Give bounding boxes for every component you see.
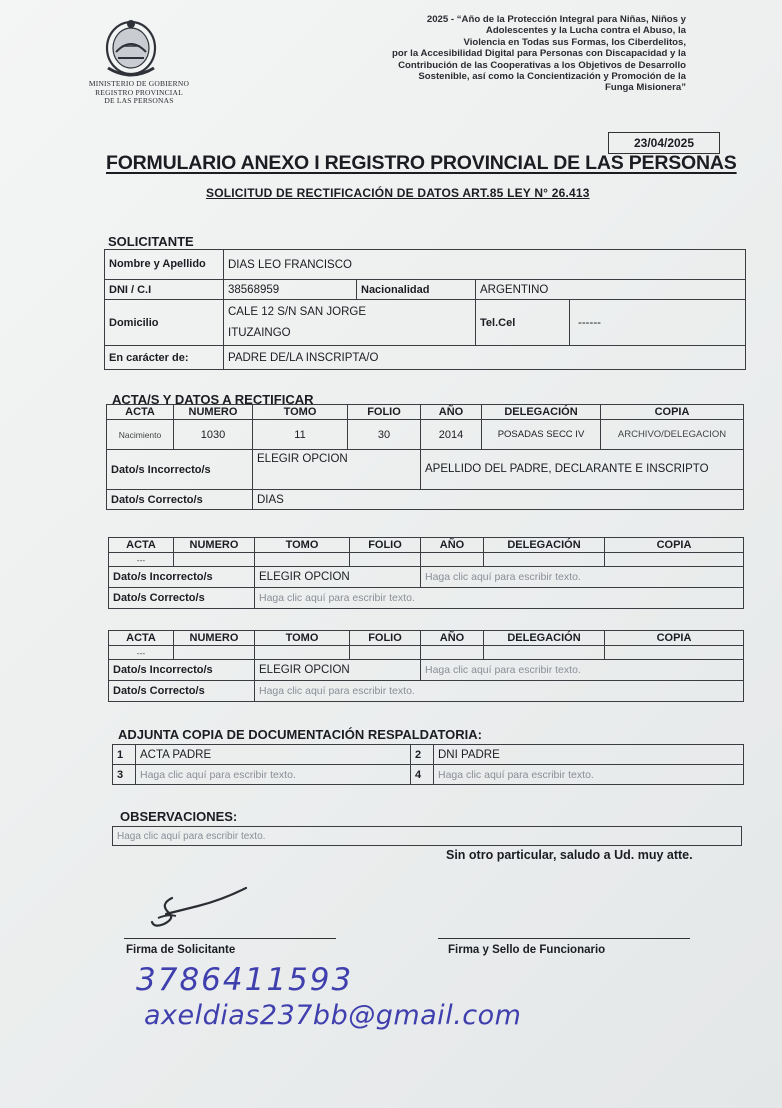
firma-solicitante-label: Firma de Solicitante (126, 944, 236, 956)
acta-table-1 (106, 404, 744, 510)
signature-icon (142, 884, 252, 940)
col-copia: COPIA (605, 538, 744, 553)
adjunta-number: 2 (411, 745, 434, 765)
col-numero: NUMERO (174, 405, 253, 420)
correct-field[interactable]: Haga clic aquí para escribir texto. (255, 681, 744, 702)
folio-field[interactable]: 30 (348, 420, 421, 450)
folio-field[interactable] (350, 553, 421, 567)
nombre-field[interactable]: DIAS LEO FRANCISCO (224, 250, 746, 280)
acta-table-2 (108, 537, 744, 609)
acta-table-3 (108, 630, 744, 702)
anio-field[interactable] (421, 646, 484, 660)
correct-label: Dato/s Correcto/s (107, 490, 253, 510)
section-observaciones: OBSERVACIONES: (120, 809, 238, 824)
col-anio: AÑO (421, 538, 484, 553)
dni-field[interactable]: 38568959 (224, 280, 357, 300)
adjunta-item-1[interactable]: ACTA PADRE (136, 745, 411, 765)
incorrect-label: Dato/s Incorrecto/s (109, 567, 255, 588)
adjunta-number: 1 (113, 745, 136, 765)
section-adjunta: ADJUNTA COPIA DE DOCUMENTACIÓN RESPALDATORIA: (118, 727, 482, 742)
tomo-field[interactable] (255, 553, 350, 567)
folio-field[interactable] (350, 646, 421, 660)
col-tomo: TOMO (255, 538, 350, 553)
nombre-label: Nombre y Apellido (105, 250, 224, 280)
adjunta-number: 3 (113, 765, 136, 785)
incorrect-label: Dato/s Incorrecto/s (109, 660, 255, 681)
year-motto: 2025 - “Año de la Protección Integral para Niñas, Niños y Adolescentes y la Lucha contra el Abuso, la Violencia en Todas sus Formas, los Ciberdelitos, por la Accesibilidad Digital para Personas con Discapacidad y la Contribución de las Cooperativas a los Objetivos de Desarrollo Sostenible, así como la Concientización y Promoción de la Funga Misionera” (392, 14, 686, 94)
date-field[interactable]: 23/04/2025 (608, 132, 720, 154)
nacionalidad-field[interactable]: ARGENTINO (476, 280, 746, 300)
domicilio-field[interactable]: CALE 12 S/N SAN JORGE ITUZAINGO (224, 300, 476, 346)
adjunta-table (112, 744, 744, 785)
col-numero: NUMERO (174, 631, 255, 646)
form-subtitle: SOLICITUD DE RECTIFICACIÓN DE DATOS ART.85 LEY N° 26.413 (206, 186, 590, 200)
observaciones-table (112, 826, 742, 846)
incorrect-option-select[interactable]: ELEGIR OPCION (255, 660, 421, 681)
numero-field[interactable]: 1030 (174, 420, 253, 450)
col-folio: FOLIO (350, 538, 421, 553)
col-anio: AÑO (421, 631, 484, 646)
delegacion-field[interactable]: POSADAS SECC IV (482, 420, 601, 450)
col-anio: AÑO (421, 405, 482, 420)
incorrect-label: Dato/s Incorrecto/s (107, 450, 253, 490)
numero-field[interactable] (174, 646, 255, 660)
adjunta-item-4[interactable]: Haga clic aquí para escribir texto. (434, 765, 744, 785)
caracter-label: En carácter de: (105, 346, 224, 370)
col-numero: NUMERO (174, 538, 255, 553)
acta-field[interactable]: --- (109, 646, 174, 660)
anio-field[interactable] (421, 553, 484, 567)
adjunta-item-2[interactable]: DNI PADRE (434, 745, 744, 765)
solicitante-table (104, 249, 746, 370)
closing-text: Sin otro particular, saludo a Ud. muy atte. (446, 848, 693, 862)
adjunta-item-3[interactable]: Haga clic aquí para escribir texto. (136, 765, 411, 785)
section-actas: ACTA/S Y DATOS A RECTIFICAR (112, 392, 314, 407)
col-acta: ACTA (107, 405, 174, 420)
anio-field[interactable]: 2014 (421, 420, 482, 450)
col-tomo: TOMO (253, 405, 348, 420)
correct-label: Dato/s Correcto/s (109, 588, 255, 609)
provincial-seal-icon (98, 18, 164, 80)
col-folio: FOLIO (350, 631, 421, 646)
copia-field[interactable]: ARCHIVO/DELEGACION (601, 420, 744, 450)
delegacion-field[interactable] (484, 553, 605, 567)
telcel-label: Tel.Cel (476, 300, 570, 346)
nacionalidad-label: Nacionalidad (357, 280, 476, 300)
col-acta: ACTA (109, 631, 174, 646)
numero-field[interactable] (174, 553, 255, 567)
incorrect-option-select[interactable]: ELEGIR OPCION (253, 450, 421, 490)
telcel-field[interactable]: ------ (570, 300, 746, 346)
signature-line-solicitante (124, 938, 336, 939)
incorrect-option-select[interactable]: ELEGIR OPCION (255, 567, 421, 588)
signature-line-funcionario (438, 938, 690, 939)
col-delegacion: DELEGACIÓN (484, 538, 605, 553)
col-copia: COPIA (605, 631, 744, 646)
form-title: FORMULARIO ANEXO I REGISTRO PROVINCIAL DE LAS PERSONAS (106, 152, 737, 174)
handwritten-phone: 3786411593 (136, 962, 354, 998)
caracter-field[interactable]: PADRE DE/LA INSCRIPTA/O (224, 346, 746, 370)
acta-field[interactable]: Nacimiento (107, 420, 174, 450)
correct-label: Dato/s Correcto/s (109, 681, 255, 702)
incorrect-detail-field[interactable]: Haga clic aquí para escribir texto. (421, 660, 744, 681)
col-tomo: TOMO (255, 631, 350, 646)
acta-field[interactable]: --- (109, 553, 174, 567)
adjunta-number: 4 (411, 765, 434, 785)
col-folio: FOLIO (348, 405, 421, 420)
copia-field[interactable] (605, 553, 744, 567)
dni-label: DNI / C.I (105, 280, 224, 300)
domicilio-label: Domicilio (105, 300, 224, 346)
ministry-name: MINISTERIO DE GOBIERNO REGISTRO PROVINCIAL DE LAS PERSONAS (88, 79, 190, 105)
incorrect-detail-field[interactable]: APELLIDO DEL PADRE, DECLARANTE E INSCRIPTO (421, 450, 744, 490)
tomo-field[interactable] (255, 646, 350, 660)
firma-funcionario-label: Firma y Sello de Funcionario (448, 944, 606, 956)
col-delegacion: DELEGACIÓN (484, 631, 605, 646)
copia-field[interactable] (605, 646, 744, 660)
col-delegacion: DELEGACIÓN (482, 405, 601, 420)
correct-field[interactable]: Haga clic aquí para escribir texto. (255, 588, 744, 609)
delegacion-field[interactable] (484, 646, 605, 660)
correct-field[interactable]: DIAS (253, 490, 744, 510)
tomo-field[interactable]: 11 (253, 420, 348, 450)
col-copia: COPIA (601, 405, 744, 420)
incorrect-detail-field[interactable]: Haga clic aquí para escribir texto. (421, 567, 744, 588)
col-acta: ACTA (109, 538, 174, 553)
observaciones-field[interactable]: Haga clic aquí para escribir texto. (113, 827, 742, 846)
section-solicitante: SOLICITANTE (108, 234, 194, 249)
handwritten-email: axeldias237bb@gmail.com (144, 1000, 522, 1031)
